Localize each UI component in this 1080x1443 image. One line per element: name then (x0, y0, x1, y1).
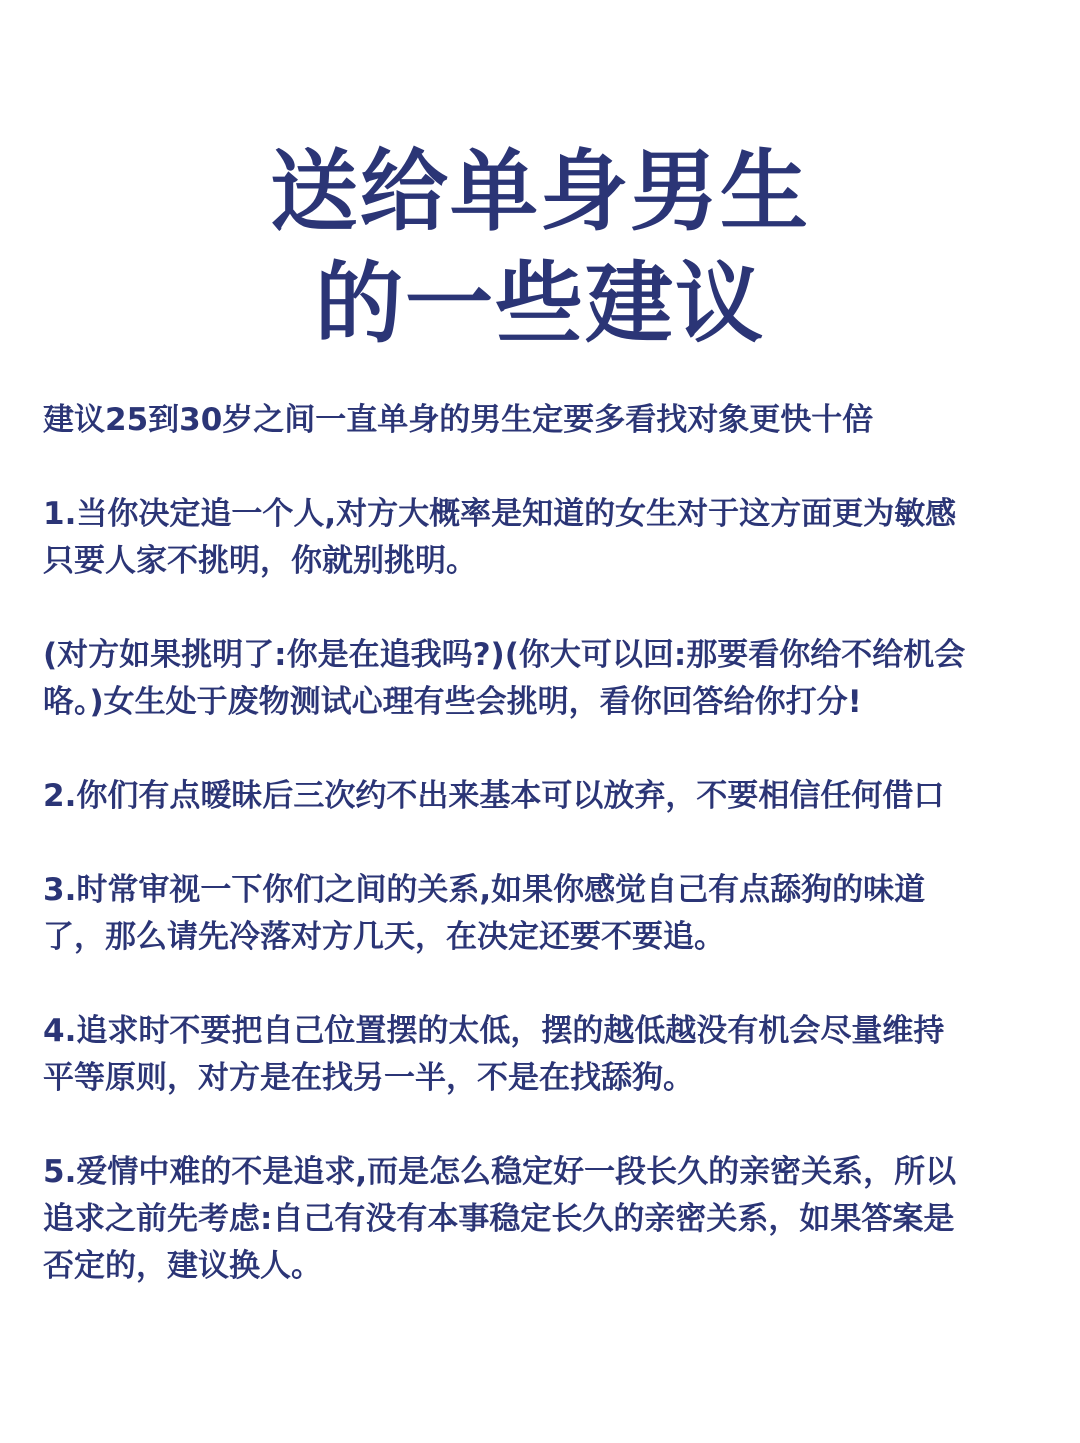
text-line: (对方如果挑明了:你是在追我吗?)(你大可以回:那要看你给不给机会 (43, 637, 966, 673)
text-line: 3.时常审视一下你们之间的关系,如果你感觉自己有点舔狗的味道 (43, 872, 926, 908)
title-line-1: 送给单身男生 (269, 140, 810, 243)
text-line: 建议25到30岁之间一直单身的男生定要多看找对象更快十倍 (43, 402, 874, 438)
text-line: 咯。)女生处于废物测试心理有些会挑明，看你回答给你打分! (43, 684, 862, 720)
tip-3-paragraph (43, 867, 1043, 961)
title-line-2: 的一些建议 (314, 252, 765, 355)
tip-1-note-paragraph (43, 632, 1043, 726)
article-body (43, 397, 1043, 1337)
tip-4-paragraph (43, 1008, 1043, 1102)
page-title (0, 136, 1080, 360)
text-line: 追求之前先考虑:自己有没有本事稳定长久的亲密关系，如果答案是 (43, 1201, 955, 1237)
tip-1-paragraph (43, 491, 1043, 585)
tip-2-paragraph (43, 773, 1043, 820)
text-line: 4.追求时不要把自己位置摆的太低，摆的越低越没有机会尽量维持 (43, 1013, 945, 1049)
text-line: 平等原则，对方是在找另一半，不是在找舔狗。 (43, 1060, 694, 1096)
text-line: 2.你们有点暧昧后三次约不出来基本可以放弃，不要相信任何借口 (43, 778, 945, 814)
text-line: 1.当你决定追一个人,对方大概率是知道的女生对于这方面更为敏感 (43, 496, 957, 532)
tip-5-paragraph (43, 1149, 1043, 1290)
text-line: 否定的，建议换人。 (43, 1248, 322, 1284)
text-line: 只要人家不挑明，你就别挑明。 (43, 543, 477, 579)
text-line: 了，那么请先冷落对方几天，在决定还要不要追。 (43, 919, 725, 955)
intro-paragraph (43, 397, 1043, 444)
text-line: 5.爱情中难的不是追求,而是怎么稳定好一段长久的亲密关系，所以 (43, 1154, 957, 1190)
